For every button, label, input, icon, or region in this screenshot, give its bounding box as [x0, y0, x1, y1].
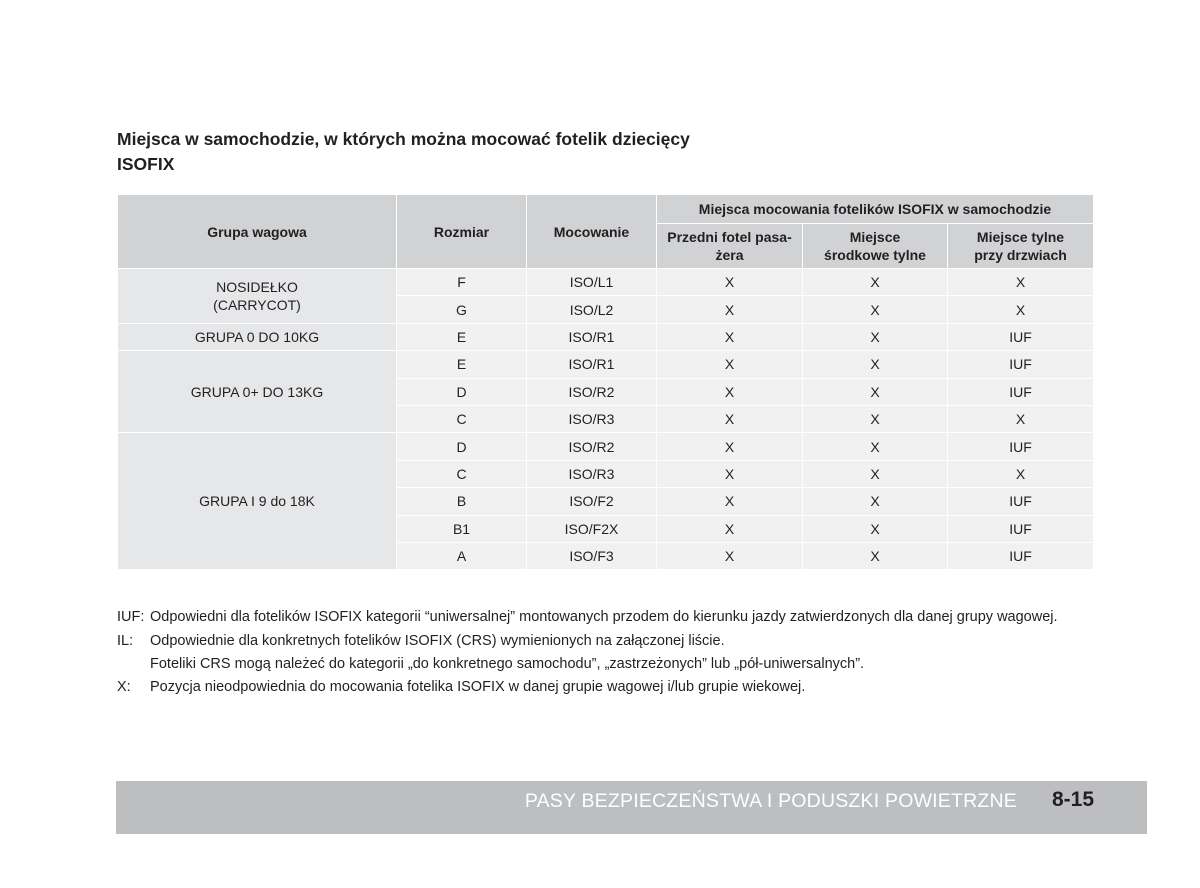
cell-size: C — [397, 460, 527, 487]
cell-size: B1 — [397, 515, 527, 542]
cell-rear-side: X — [948, 405, 1094, 432]
cell-size: C — [397, 405, 527, 432]
cell-front-seat: X — [657, 433, 803, 460]
cell-fixture: ISO/R1 — [527, 323, 657, 350]
page-title-line-1: Miejsca w samochodzie, w których można mocować fotelik dziecięcy — [117, 129, 690, 149]
cell-rear-center: X — [803, 351, 948, 378]
cell-rear-center: X — [803, 488, 948, 515]
legend-text: Odpowiednie dla konkretnych fotelików ISOFIX (CRS) wymienionych na załączonej liście. — [150, 633, 725, 649]
cell-size: B — [397, 488, 527, 515]
cell-rear-side: IUF — [948, 542, 1094, 569]
cell-rear-side: X — [948, 460, 1094, 487]
cell-rear-side: IUF — [948, 351, 1094, 378]
table-row — [118, 269, 1094, 296]
cell-rear-center: X — [803, 405, 948, 432]
table-row — [118, 351, 1094, 378]
legend-key: IL: — [117, 633, 134, 649]
cell-fixture: ISO/F3 — [527, 542, 657, 569]
cell-rear-center: X — [803, 323, 948, 350]
cell-front-seat: X — [657, 488, 803, 515]
cell-fixture: ISO/R1 — [527, 351, 657, 378]
cell-front-seat: X — [657, 460, 803, 487]
cell-front-seat: X — [657, 351, 803, 378]
legend-key — [117, 655, 150, 674]
cell-rear-center: X — [803, 378, 948, 405]
header-group: Grupa wagowa — [118, 195, 397, 269]
legend — [117, 608, 1094, 702]
cell-rear-center: X — [803, 296, 948, 323]
header-rear-side: Miejsce tylne przy drzwiach — [948, 224, 1094, 269]
legend-item-il — [117, 632, 1094, 651]
cell-rear-side: X — [948, 296, 1094, 323]
footer-section-title: PASY BEZPIECZEŃSTWA I PODUSZKI POWIETRZNE — [524, 790, 1017, 812]
table-row — [118, 323, 1094, 350]
page-number: 8-15 — [1051, 788, 1094, 811]
cell-rear-center: X — [803, 515, 948, 542]
cell-rear-side: IUF — [948, 433, 1094, 460]
header-fixture: Mocowanie — [527, 195, 657, 269]
cell-fixture: ISO/F2 — [527, 488, 657, 515]
page-title-line-2: ISOFIX — [117, 154, 175, 174]
page-title — [117, 127, 1017, 177]
isofix-table — [117, 194, 1094, 570]
cell-weight-group: GRUPA 0 DO 10KG — [118, 323, 397, 350]
cell-rear-side: IUF — [948, 488, 1094, 515]
cell-front-seat: X — [657, 542, 803, 569]
cell-size: E — [397, 351, 527, 378]
cell-size: D — [397, 378, 527, 405]
cell-rear-center: X — [803, 433, 948, 460]
cell-fixture: ISO/F2X — [527, 515, 657, 542]
legend-item-iuf — [117, 608, 1094, 627]
cell-rear-center: X — [803, 460, 948, 487]
legend-item-il-note — [117, 655, 1094, 674]
cell-weight-group: GRUPA 0+ DO 13KG — [118, 351, 397, 433]
cell-front-seat: X — [657, 269, 803, 296]
cell-weight-group: GRUPA I 9 do 18K — [118, 433, 397, 570]
legend-text: Foteliki CRS mogą należeć do kategorii „do konkretnego samochodu”, „zastrzeżonych” lub „pół-uniwersalnych”. — [150, 656, 865, 672]
cell-size: G — [397, 296, 527, 323]
cell-rear-center: X — [803, 542, 948, 569]
cell-front-seat: X — [657, 405, 803, 432]
cell-rear-side: IUF — [948, 323, 1094, 350]
header-positions: Miejsca mocowania fotelików ISOFIX w samochodzie — [657, 195, 1094, 224]
legend-item-x — [117, 678, 1094, 697]
cell-weight-group: NOSIDEŁKO (CARRYCOT) — [118, 269, 397, 324]
table-body — [118, 269, 1094, 570]
cell-front-seat: X — [657, 296, 803, 323]
cell-front-seat: X — [657, 323, 803, 350]
cell-size: D — [397, 433, 527, 460]
cell-fixture: ISO/R2 — [527, 378, 657, 405]
cell-size: E — [397, 323, 527, 350]
cell-fixture: ISO/L2 — [527, 296, 657, 323]
table-row — [118, 433, 1094, 460]
header-rear-center: Miejsce środkowe tylne — [803, 224, 948, 269]
cell-size: A — [397, 542, 527, 569]
cell-front-seat: X — [657, 515, 803, 542]
legend-key: X: — [117, 679, 131, 695]
cell-fixture: ISO/L1 — [527, 269, 657, 296]
cell-fixture: ISO/R2 — [527, 433, 657, 460]
cell-rear-center: X — [803, 269, 948, 296]
cell-fixture: ISO/R3 — [527, 405, 657, 432]
legend-key: IUF: — [117, 609, 145, 625]
legend-text: Pozycja nieodpowiednia do mocowania fotelika ISOFIX w danej grupie wagowej i/lub grupie wiekowej. — [150, 679, 806, 695]
cell-front-seat: X — [657, 378, 803, 405]
cell-fixture: ISO/R3 — [527, 460, 657, 487]
cell-size: F — [397, 269, 527, 296]
header-front-seat: Przedni fotel pasa- żera — [657, 224, 803, 269]
legend-text: Odpowiedni dla fotelików ISOFIX kategorii “uniwersalnej” montowanych przodem do kierunku jazdy zatwierdzonych dla danej grupy wagowej. — [150, 609, 1058, 625]
cell-rear-side: IUF — [948, 515, 1094, 542]
header-size: Rozmiar — [397, 195, 527, 269]
cell-rear-side: IUF — [948, 378, 1094, 405]
cell-rear-side: X — [948, 269, 1094, 296]
page-footer — [116, 781, 1147, 834]
